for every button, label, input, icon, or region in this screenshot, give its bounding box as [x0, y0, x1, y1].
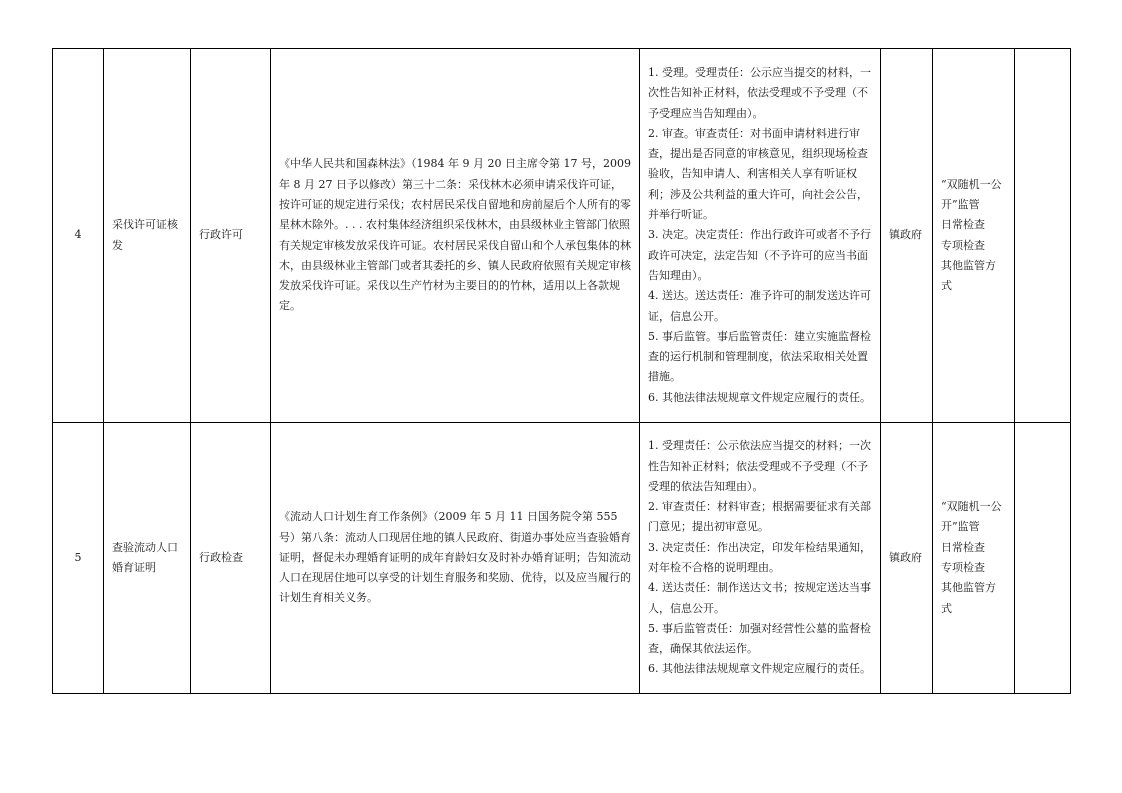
responsibility-item: 2. 审查。审查责任：对书面申请材料进行审查，提出是否同意的审核意见，组织现场检查验收，告知申请人、利害相关人享有听证权利；涉及公共利益的重大许可，向社会公告，并举行听证。 [648, 126, 868, 222]
responsibility-item: 1. 受理责任：公示依法应当提交的材料；一次性告知补正材料；依法受理或不予受理（不予受理的依法告知理由）。 [648, 439, 871, 493]
supervision-methods: “双随机一公开”监管 日常检查 专项检查 其他监管方式 [933, 423, 1015, 694]
item-category: 行政许可 [191, 49, 271, 423]
remark-cell [1015, 49, 1071, 423]
responsibility-item: 2. 审查责任：材料审查；根据需要征求有关部门意见；提出初审意见。 [648, 500, 871, 534]
legal-basis: 《流动人口计划生育工作条例》（2009 年 5 月 11 日国务院令第 555 号）第八条：流动人口现居住地的镇人民政府、街道办事处应当查验婚育证明，督促未办理婚育证明的成年育龄妇女及时补办婚育证明；告知流动人口在现居住地可以享受的计划生育服务和奖励、优待，以及应当履行的计划生育相关义务。 [271, 423, 640, 694]
remark-cell [1015, 423, 1071, 694]
responsibility-item: 6. 其他法律法规规章文件规定应履行的责任。 [648, 662, 871, 676]
table-row [53, 423, 1071, 694]
power-list-table [52, 48, 1071, 694]
implementing-subject: 镇政府 [881, 49, 933, 423]
responsibility-item: 3. 决定责任：作出决定，印发年检结果通知，对年检不合格的说明理由。 [648, 540, 871, 574]
responsibility-item: 3. 决定。决定责任：作出行政许可或者不予行政许可决定，法定告知（不予许可的应当书面告知理由）。 [648, 228, 871, 282]
responsibility-item: 1. 受理。受理责任：公示应当提交的材料，一次性告知补正材料，依法受理或不予受理（不予受理应当告知理由）。 [648, 65, 871, 120]
responsibilities [640, 423, 881, 694]
responsibility-item: 6. 其他法律法规规章文件规定应履行的责任。 [648, 390, 871, 404]
responsibility-item: 5. 事后监管责任：加强对经营性公墓的监督检查，确保其依法运作。 [648, 621, 871, 656]
table-row [53, 49, 1071, 423]
item-name: 采伐许可证核发 [104, 49, 191, 423]
item-name: 查验流动人口婚育证明 [104, 423, 191, 694]
legal-basis: 《中华人民共和国森林法》（1984 年 9 月 20 日主席令第 17 号，2009 年 8 月 27 日予以修改）第三十二条：采伐林木必须申请采伐许可证，按许可证的规定进行采伐；农村居民采伐自留地和房前屋后个人所有的零星林木除外。. . . 农村集体经济组织采伐林木，由县级林业主管部门依照有关规定审核发放采伐许可证。农村居民采伐自留山和个人承包集体的林木，由县级林业主管部门或者其委托的乡、镇人民政府依照有关规定审核发放采伐许可证。采伐以生产竹材为主要目的的竹林，适用以上各款规定。 [271, 49, 640, 423]
responsibility-item: 4. 送达。送达责任：准予许可的制发送达许可证，信息公开。 [648, 289, 871, 323]
row-number: 4 [53, 49, 104, 423]
responsibility-item: 4. 送达责任：制作送达文书；按规定送达当事人，信息公开。 [648, 581, 871, 615]
implementing-subject: 镇政府 [881, 423, 933, 694]
responsibilities [640, 49, 881, 423]
item-category: 行政检查 [191, 423, 271, 694]
supervision-methods: “双随机一公开”监管 日常检查 专项检查 其他监管方式 [933, 49, 1015, 423]
row-number: 5 [53, 423, 104, 694]
responsibility-item: 5. 事后监管。事后监管责任：建立实施监督检查的运行机制和管理制度，依法采取相关处置措施。 [648, 329, 871, 384]
